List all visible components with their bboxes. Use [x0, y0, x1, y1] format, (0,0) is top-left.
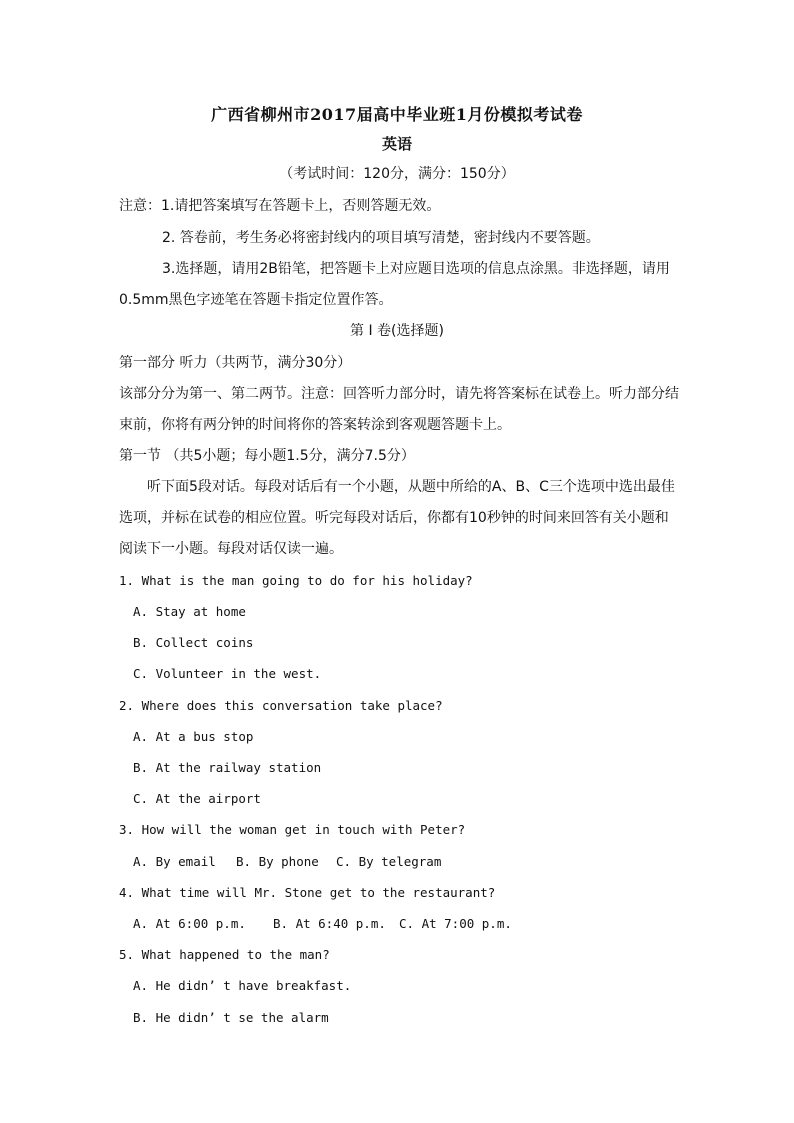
exam-title: 广西省柳州市2017届高中毕业班1月份模拟考试卷 [211, 105, 583, 124]
question-1-option-b: B. Collect coins [133, 635, 254, 650]
question-2-option-c: C. At the airport [133, 791, 261, 806]
question-5-stem: 5. What happened to the man? [119, 947, 330, 962]
volume-title: 第 I 卷(选择题) [350, 323, 444, 339]
exam-info: （考试时间：120分，满分：150分） [279, 166, 515, 182]
section-1-title: 第一节 （共5小题；每小题1.5分，满分7.5分） [119, 448, 415, 464]
section-1-instr-line-1: 听下面5段对话。每段对话后有一个小题，从题中所给的A、B、C三个选项中选出最佳 [147, 479, 675, 495]
question-3-option-a: A. By email [133, 854, 216, 869]
question-4-stem: 4. What time will Mr. Stone get to the restaurant? [119, 885, 496, 900]
question-4-option-c: C. At 7:00 p.m. [399, 916, 512, 931]
section-1-instr-line-2: 选项，并标在试卷的相应位置。听完每段对话后，你都有10秒钟的时间来回答有关小题和 [119, 510, 669, 526]
part-1-desc-line-2: 束前，你将有两分钟的时间将你的答案转涂到客观题答题卡上。 [119, 417, 511, 433]
question-1-option-c: C. Volunteer in the west. [133, 666, 322, 681]
note-1: 注意：1.请把答案填写在答题卡上，否则答题无效。 [119, 198, 441, 214]
question-2-option-b: B. At the railway station [133, 760, 322, 775]
question-1-option-a: A. Stay at home [133, 604, 246, 619]
question-4-option-a: A. At 6:00 p.m. [133, 916, 246, 931]
question-2-option-a: A. At a bus stop [133, 729, 254, 744]
note-3-line-1: 3.选择题，请用2B铅笔，把答题卡上对应题目选项的信息点涂黑。非选择题，请用 [162, 261, 670, 277]
question-4-option-b: B. At 6:40 p.m. [273, 916, 386, 931]
part-1-title: 第一部分 听力（共两节，满分30分） [119, 355, 352, 371]
question-3-option-c: C. By telegram [336, 854, 442, 869]
question-1-stem: 1. What is the man going to do for his holiday? [119, 573, 473, 588]
subject-title: 英语 [381, 135, 412, 153]
question-3-stem: 3. How will the woman get in touch with Peter? [119, 822, 466, 837]
note-2: 2. 答卷前，考生务必将密封线内的项目填写清楚，密封线内不要答题。 [162, 230, 600, 246]
question-2-stem: 2. Where does this conversation take place? [119, 698, 443, 713]
question-5-option-b: B. He didn’ t se the alarm [133, 1010, 329, 1025]
section-1-instr-line-3: 阅读下一小题。每段对话仅读一遍。 [119, 541, 343, 557]
part-1-desc-line-1: 该部分分为第一、第二两节。注意：回答听力部分时，请先将答案标在试卷上。听力部分结 [119, 386, 679, 402]
note-3-line-2: 0.5mm黑色字迹笔在答题卡指定位置作答。 [119, 292, 393, 308]
question-5-option-a: A. He didn’ t have breakfast. [133, 978, 352, 993]
question-3-option-b: B. By phone [236, 854, 319, 869]
